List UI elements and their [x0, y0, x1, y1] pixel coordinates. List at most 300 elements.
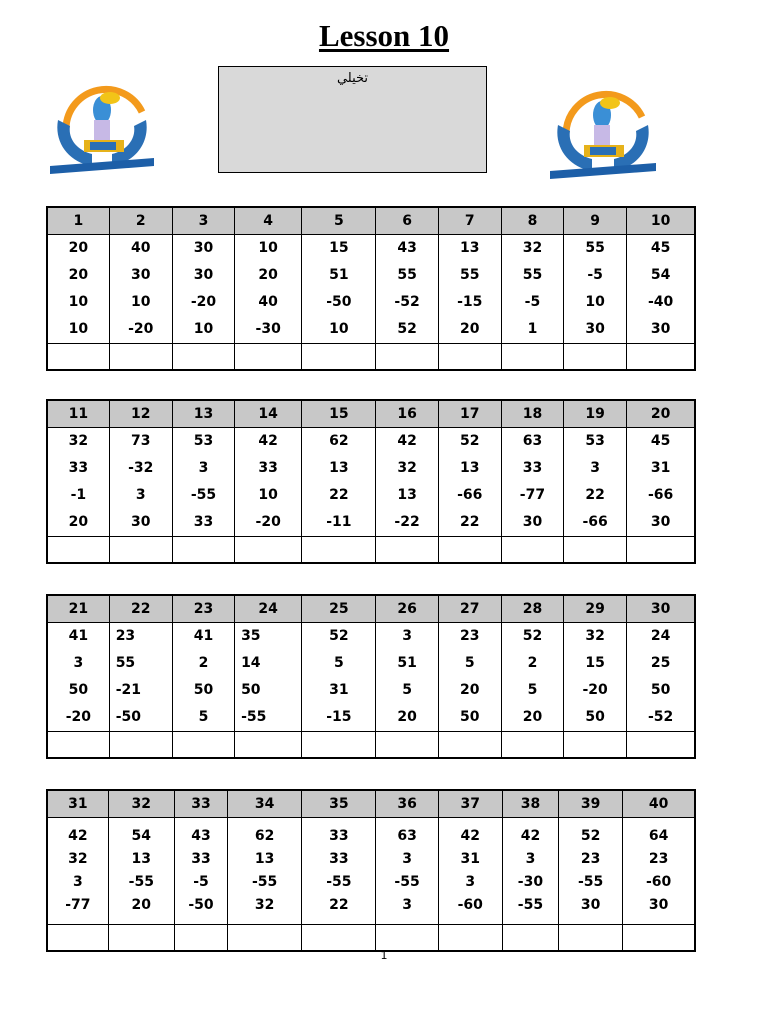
value: -55: [252, 874, 278, 890]
header-cell: 16: [376, 400, 438, 428]
values-cell: [502, 818, 558, 925]
header-cell: 1: [47, 207, 109, 235]
value: 42: [520, 828, 541, 844]
header-cell: 21: [47, 595, 109, 623]
value: 20: [68, 267, 89, 283]
value: 10: [329, 321, 349, 337]
header-cell: 28: [501, 595, 563, 623]
value: 33: [191, 851, 211, 867]
value: 55: [585, 240, 605, 256]
value: 55: [460, 267, 480, 283]
value: -20: [582, 682, 608, 698]
header-cell: 6: [376, 207, 438, 235]
value: 13: [329, 460, 349, 476]
value: 20: [68, 240, 89, 256]
values-cell: [627, 428, 695, 537]
value: -20: [65, 709, 91, 725]
values-cell: [564, 428, 627, 537]
value: -66: [647, 487, 674, 503]
header-cell: 26: [376, 595, 438, 623]
answer-row: [47, 344, 695, 371]
value: 42: [258, 433, 278, 449]
answer-cell[interactable]: [438, 925, 502, 952]
value: 20: [68, 514, 89, 530]
values-cell: [47, 818, 108, 925]
value: -50: [188, 897, 214, 913]
value: -30: [255, 321, 281, 337]
value: 52: [522, 628, 543, 644]
value: 20: [131, 897, 152, 913]
header-cell: 23: [172, 595, 234, 623]
answer-cell[interactable]: [47, 537, 109, 564]
answer-cell[interactable]: [302, 732, 376, 759]
value: 22: [329, 897, 349, 913]
value: 50: [585, 709, 605, 725]
value: 3: [135, 487, 146, 503]
values-cell: [172, 428, 234, 537]
value: 3: [73, 655, 84, 671]
values-cell: [47, 235, 109, 344]
value: -22: [394, 514, 420, 530]
value: 55: [115, 655, 136, 671]
values-cell: [108, 818, 174, 925]
answer-cell[interactable]: [172, 344, 234, 371]
values-row: [47, 235, 695, 344]
value: 3: [72, 874, 83, 890]
association-logo-right: [544, 77, 662, 184]
header-cell: 14: [235, 400, 302, 428]
value: 50: [241, 682, 261, 698]
value: 20: [522, 709, 543, 725]
header-cell: 40: [623, 790, 695, 818]
value: -50: [115, 709, 141, 725]
value: 3: [402, 897, 412, 913]
values-cell: [376, 623, 438, 732]
values-cell: [501, 623, 563, 732]
value: 13: [460, 460, 480, 476]
value: -55: [241, 709, 267, 725]
header-cell: 24: [235, 595, 302, 623]
value: 30: [193, 267, 214, 283]
header-cell: 27: [438, 595, 501, 623]
answer-cell[interactable]: [501, 732, 563, 759]
answer-cell[interactable]: [376, 732, 438, 759]
value: 31: [650, 460, 671, 476]
value: 10: [131, 294, 151, 310]
answer-cell[interactable]: [564, 732, 627, 759]
value: 40: [258, 294, 278, 310]
value: 30: [648, 897, 669, 913]
header-cell: 33: [174, 790, 227, 818]
values-cell: [172, 235, 234, 344]
value: -30: [517, 874, 544, 890]
value: 30: [580, 897, 601, 913]
value: 45: [650, 433, 671, 449]
value: 31: [329, 682, 349, 698]
exercise-table-3: [46, 594, 696, 759]
header-row: [47, 207, 695, 235]
value: -20: [128, 321, 154, 337]
header-cell: 35: [302, 790, 376, 818]
values-cell: [235, 428, 302, 537]
value: -52: [647, 709, 674, 725]
value: 20: [460, 321, 480, 337]
value: 30: [650, 321, 671, 337]
values-cell: [438, 623, 501, 732]
value: -55: [326, 874, 352, 890]
value: -55: [394, 874, 420, 890]
value: 30: [522, 514, 543, 530]
values-cell: [109, 428, 172, 537]
value: -66: [582, 514, 608, 530]
value: -5: [587, 267, 603, 283]
header-cell: 22: [109, 595, 172, 623]
header-cell: 36: [376, 790, 438, 818]
header-cell: 18: [501, 400, 563, 428]
values-row: [47, 428, 695, 537]
value: 23: [648, 851, 669, 867]
value: 73: [131, 433, 151, 449]
value: 5: [527, 682, 538, 698]
value: 10: [68, 294, 89, 310]
value: 13: [397, 487, 417, 503]
answer-cell[interactable]: [302, 344, 376, 371]
value: 63: [397, 828, 417, 844]
values-cell: [109, 623, 172, 732]
values-cell: [501, 235, 563, 344]
value: 53: [585, 433, 605, 449]
value: 51: [329, 267, 349, 283]
value: -55: [128, 874, 154, 890]
value: 30: [585, 321, 605, 337]
answer-cell[interactable]: [501, 344, 563, 371]
value: 22: [585, 487, 605, 503]
value: 5: [334, 655, 344, 671]
values-cell: [376, 428, 438, 537]
header-cell: 32: [108, 790, 174, 818]
page-number: 1: [380, 949, 388, 962]
value: 10: [258, 487, 278, 503]
answer-cell[interactable]: [108, 925, 174, 952]
value: 22: [329, 487, 349, 503]
header-cell: 7: [438, 207, 501, 235]
answer-cell[interactable]: [438, 732, 501, 759]
answer-cell[interactable]: [623, 925, 695, 952]
values-cell: [228, 818, 302, 925]
value: 51: [397, 655, 417, 671]
value: 20: [460, 682, 480, 698]
values-cell: [438, 235, 501, 344]
value: 3: [198, 460, 209, 476]
value: 62: [329, 433, 349, 449]
answer-row: [47, 537, 695, 564]
value: 54: [131, 828, 152, 844]
answer-cell[interactable]: [564, 344, 627, 371]
value: -60: [645, 874, 672, 890]
value: 20: [397, 709, 417, 725]
value: 62: [254, 828, 275, 844]
answer-cell[interactable]: [172, 732, 234, 759]
value: 33: [329, 828, 349, 844]
values-cell: [302, 623, 376, 732]
value: 30: [131, 514, 151, 530]
answer-row: [47, 925, 695, 952]
values-cell: [172, 623, 234, 732]
value: 10: [258, 240, 278, 256]
value: 41: [68, 628, 89, 644]
values-cell: [109, 235, 172, 344]
header-cell: 20: [627, 400, 695, 428]
value: -11: [326, 514, 352, 530]
answer-cell[interactable]: [109, 537, 172, 564]
value: 32: [254, 897, 275, 913]
value: 2: [198, 655, 209, 671]
answer-cell[interactable]: [302, 537, 376, 564]
value: 31: [460, 851, 480, 867]
value: 43: [191, 828, 211, 844]
value: 55: [522, 267, 543, 283]
value: -55: [190, 487, 217, 503]
value: 5: [402, 682, 412, 698]
value: 32: [522, 240, 543, 256]
answer-cell[interactable]: [501, 537, 563, 564]
values-cell: [302, 235, 376, 344]
value: -15: [457, 294, 483, 310]
value: 33: [522, 460, 543, 476]
value: 24: [650, 628, 671, 644]
header-cell: 9: [564, 207, 627, 235]
value: 20: [258, 267, 278, 283]
header-cell: 11: [47, 400, 109, 428]
answer-cell[interactable]: [302, 925, 376, 952]
answer-cell[interactable]: [47, 732, 109, 759]
value: -5: [193, 874, 209, 890]
values-cell: [623, 818, 695, 925]
value: -5: [524, 294, 541, 310]
answer-cell[interactable]: [627, 537, 695, 564]
value: 15: [585, 655, 605, 671]
value: 3: [590, 460, 601, 476]
values-cell: [559, 818, 623, 925]
value: 42: [460, 828, 480, 844]
value: 2: [527, 655, 538, 671]
header-cell: 5: [302, 207, 376, 235]
exercise-table-2: [46, 399, 696, 564]
header-cell: 30: [627, 595, 695, 623]
value: 1: [527, 321, 538, 337]
answer-cell[interactable]: [438, 344, 501, 371]
answer-cell[interactable]: [502, 925, 558, 952]
answer-cell[interactable]: [438, 537, 501, 564]
values-cell: [564, 235, 627, 344]
header-cell: 3: [172, 207, 234, 235]
exercise-table-4: [46, 789, 696, 952]
value: 25: [650, 655, 671, 671]
value: -52: [394, 294, 420, 310]
value: 3: [525, 851, 536, 867]
value: -15: [326, 709, 352, 725]
value: 10: [585, 294, 605, 310]
values-row: [47, 818, 695, 925]
value: 53: [193, 433, 214, 449]
value: 33: [68, 460, 89, 476]
value: -77: [65, 897, 91, 913]
value: -50: [326, 294, 352, 310]
value: 14: [241, 655, 261, 671]
value: -20: [255, 514, 281, 530]
value: 52: [397, 321, 417, 337]
values-cell: [47, 623, 109, 732]
header-cell: 2: [109, 207, 172, 235]
value: 30: [650, 514, 671, 530]
value: 50: [460, 709, 480, 725]
header-cell: 38: [502, 790, 558, 818]
header-row: [47, 400, 695, 428]
header-cell: 12: [109, 400, 172, 428]
answer-cell[interactable]: [235, 732, 302, 759]
answer-cell[interactable]: [109, 732, 172, 759]
value: 64: [648, 828, 669, 844]
values-cell: [302, 428, 376, 537]
value: 32: [397, 460, 417, 476]
answer-cell[interactable]: [627, 732, 695, 759]
value: 15: [329, 240, 349, 256]
answer-cell[interactable]: [235, 344, 302, 371]
values-cell: [564, 623, 627, 732]
value: -55: [577, 874, 604, 890]
value: 54: [650, 267, 671, 283]
answer-cell[interactable]: [559, 925, 623, 952]
value: 23: [460, 628, 480, 644]
value: -40: [647, 294, 674, 310]
values-cell: [438, 428, 501, 537]
value: 13: [254, 851, 275, 867]
value: 63: [522, 433, 543, 449]
exercise-table-1: [46, 206, 696, 371]
value: 43: [397, 240, 417, 256]
answer-cell[interactable]: [376, 537, 438, 564]
value: 50: [193, 682, 214, 698]
header-row: [47, 790, 695, 818]
value: 5: [198, 709, 209, 725]
header-cell: 29: [564, 595, 627, 623]
answer-cell[interactable]: [376, 344, 438, 371]
value: 30: [131, 267, 151, 283]
header-cell: 13: [172, 400, 234, 428]
values-cell: [627, 235, 695, 344]
header-cell: 31: [47, 790, 108, 818]
value: 10: [68, 321, 89, 337]
values-cell: [501, 428, 563, 537]
value: 3: [402, 628, 412, 644]
header-cell: 37: [438, 790, 502, 818]
answer-cell[interactable]: [235, 537, 302, 564]
value: 22: [460, 514, 480, 530]
value: 32: [68, 851, 88, 867]
values-cell: [627, 623, 695, 732]
value: 3: [402, 851, 412, 867]
value: 40: [131, 240, 151, 256]
header-cell: 4: [235, 207, 302, 235]
value: 30: [193, 240, 214, 256]
header-cell: 34: [228, 790, 302, 818]
value: 33: [258, 460, 278, 476]
value: 50: [650, 682, 671, 698]
association-logo-left: [46, 70, 160, 180]
value: -77: [519, 487, 546, 503]
value: -66: [457, 487, 483, 503]
value: 23: [580, 851, 601, 867]
values-cell: [376, 818, 438, 925]
value: 52: [460, 433, 480, 449]
value: 32: [585, 628, 605, 644]
value: -21: [115, 682, 141, 698]
value: 23: [115, 628, 136, 644]
value: 45: [650, 240, 671, 256]
value: 13: [131, 851, 152, 867]
values-cell: [174, 818, 227, 925]
values-row: [47, 623, 695, 732]
values-cell: [302, 818, 376, 925]
values-cell: [438, 818, 502, 925]
header-cell: 15: [302, 400, 376, 428]
value: 41: [193, 628, 214, 644]
header-cell: 39: [559, 790, 623, 818]
answer-cell[interactable]: [627, 344, 695, 371]
answer-cell[interactable]: [174, 925, 227, 952]
value: 10: [193, 321, 214, 337]
header-row: [47, 595, 695, 623]
answer-row: [47, 732, 695, 759]
answer-cell[interactable]: [47, 344, 109, 371]
value: 55: [397, 267, 417, 283]
answer-cell[interactable]: [376, 925, 438, 952]
imagine-label: تخيلي: [336, 71, 369, 86]
value: 42: [397, 433, 417, 449]
value: -20: [190, 294, 217, 310]
value: -1: [70, 487, 87, 503]
value: 50: [68, 682, 89, 698]
imagine-box: [218, 66, 487, 173]
lesson-title: Lesson 10: [318, 18, 450, 53]
value: 42: [68, 828, 88, 844]
answer-cell[interactable]: [109, 344, 172, 371]
answer-cell[interactable]: [228, 925, 302, 952]
value: 35: [241, 628, 261, 644]
answer-cell[interactable]: [564, 537, 627, 564]
value: -32: [128, 460, 154, 476]
value: 33: [329, 851, 349, 867]
value: 32: [68, 433, 89, 449]
values-cell: [235, 623, 302, 732]
header-cell: 10: [627, 207, 695, 235]
header-cell: 25: [302, 595, 376, 623]
header-cell: 17: [438, 400, 501, 428]
value: 5: [464, 655, 475, 671]
header-cell: 8: [501, 207, 563, 235]
values-cell: [235, 235, 302, 344]
answer-cell[interactable]: [47, 925, 108, 952]
answer-cell[interactable]: [172, 537, 234, 564]
header-cell: 19: [564, 400, 627, 428]
value: 33: [193, 514, 214, 530]
values-cell: [47, 428, 109, 537]
value: 52: [329, 628, 349, 644]
values-cell: [376, 235, 438, 344]
value: 52: [580, 828, 601, 844]
value: 13: [460, 240, 480, 256]
value: 3: [465, 874, 476, 890]
